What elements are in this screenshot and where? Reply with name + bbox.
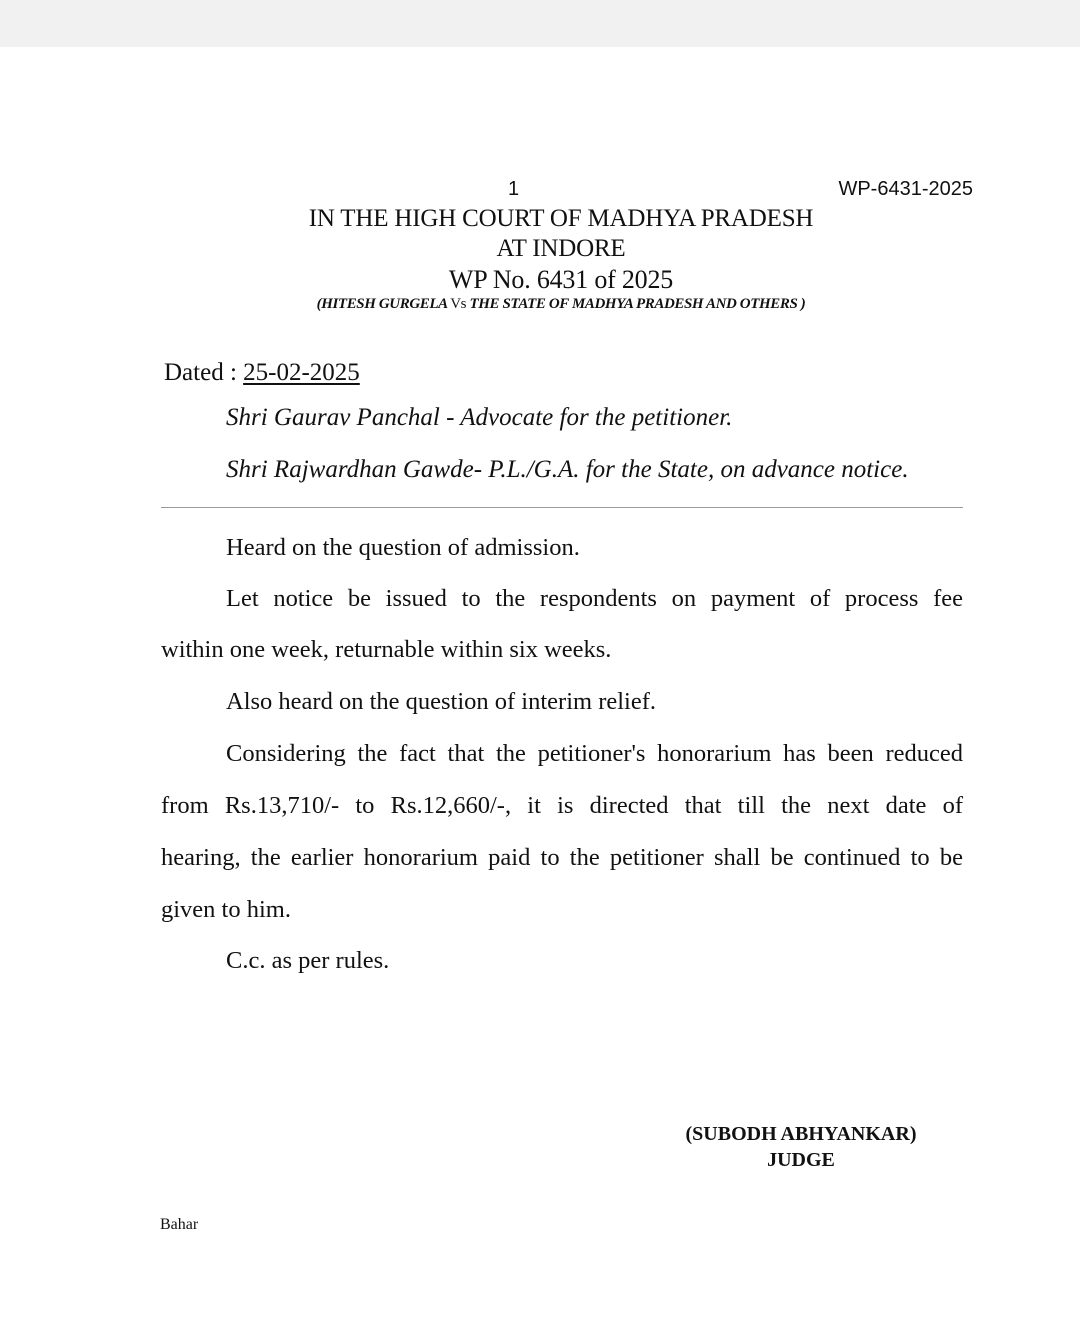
clerk-initials: Bahar bbox=[160, 1216, 199, 1233]
respondents-name: THE STATE OF MADHYA PRADESH AND OTHERS ) bbox=[466, 296, 806, 312]
petition-number: WP No. 6431 of 2025 bbox=[448, 265, 674, 294]
order-line-honorarium-4: given to him. bbox=[161, 896, 291, 923]
order-line-honorarium-3: hearing, the earlier honorarium paid to the petitioner shall be continued to be bbox=[161, 844, 963, 871]
petitioner-name: (HITESH GURGELA bbox=[316, 296, 451, 312]
court-place: AT INDORE bbox=[496, 235, 626, 262]
order-line-honorarium-1: Considering the fact that the petitioner's honorarium has been reduced bbox=[226, 740, 963, 767]
case-parties bbox=[0, 296, 1080, 313]
case-reference: WP-6431-2025 bbox=[838, 178, 973, 200]
order-line-cc: C.c. as per rules. bbox=[226, 947, 390, 974]
appearance-petitioner: Shri Gaurav Panchal - Advocate for the petitioner. bbox=[226, 404, 733, 431]
appearance-state: Shri Rajwardhan Gawde- P.L./G.A. for the State, on advance notice. bbox=[226, 456, 909, 483]
order-line-notice-2: within one week, returnable within six weeks. bbox=[161, 636, 612, 663]
order-line-honorarium-2: from Rs.13,710/- to Rs.12,660/-, it is directed that till the next date of bbox=[161, 792, 963, 819]
order-line-admission: Heard on the question of admission. bbox=[226, 534, 580, 561]
dated-label: Dated : bbox=[164, 359, 244, 386]
order-date bbox=[164, 359, 360, 387]
page-number: 1 bbox=[508, 178, 520, 200]
judge-name: (SUBODH ABHYANKAR) bbox=[685, 1123, 917, 1145]
order-line-notice-1: Let notice be issued to the respondents on payment of process fee bbox=[226, 585, 963, 612]
versus-text: Vs bbox=[450, 296, 467, 312]
dated-value: 25-02-2025 bbox=[243, 359, 360, 386]
divider-line bbox=[161, 507, 963, 508]
judge-title: JUDGE bbox=[767, 1149, 835, 1171]
court-name: IN THE HIGH COURT OF MADHYA PRADESH bbox=[308, 205, 814, 232]
viewer-top-bar bbox=[0, 0, 1080, 47]
order-line-interim: Also heard on the question of interim relief. bbox=[226, 688, 656, 715]
